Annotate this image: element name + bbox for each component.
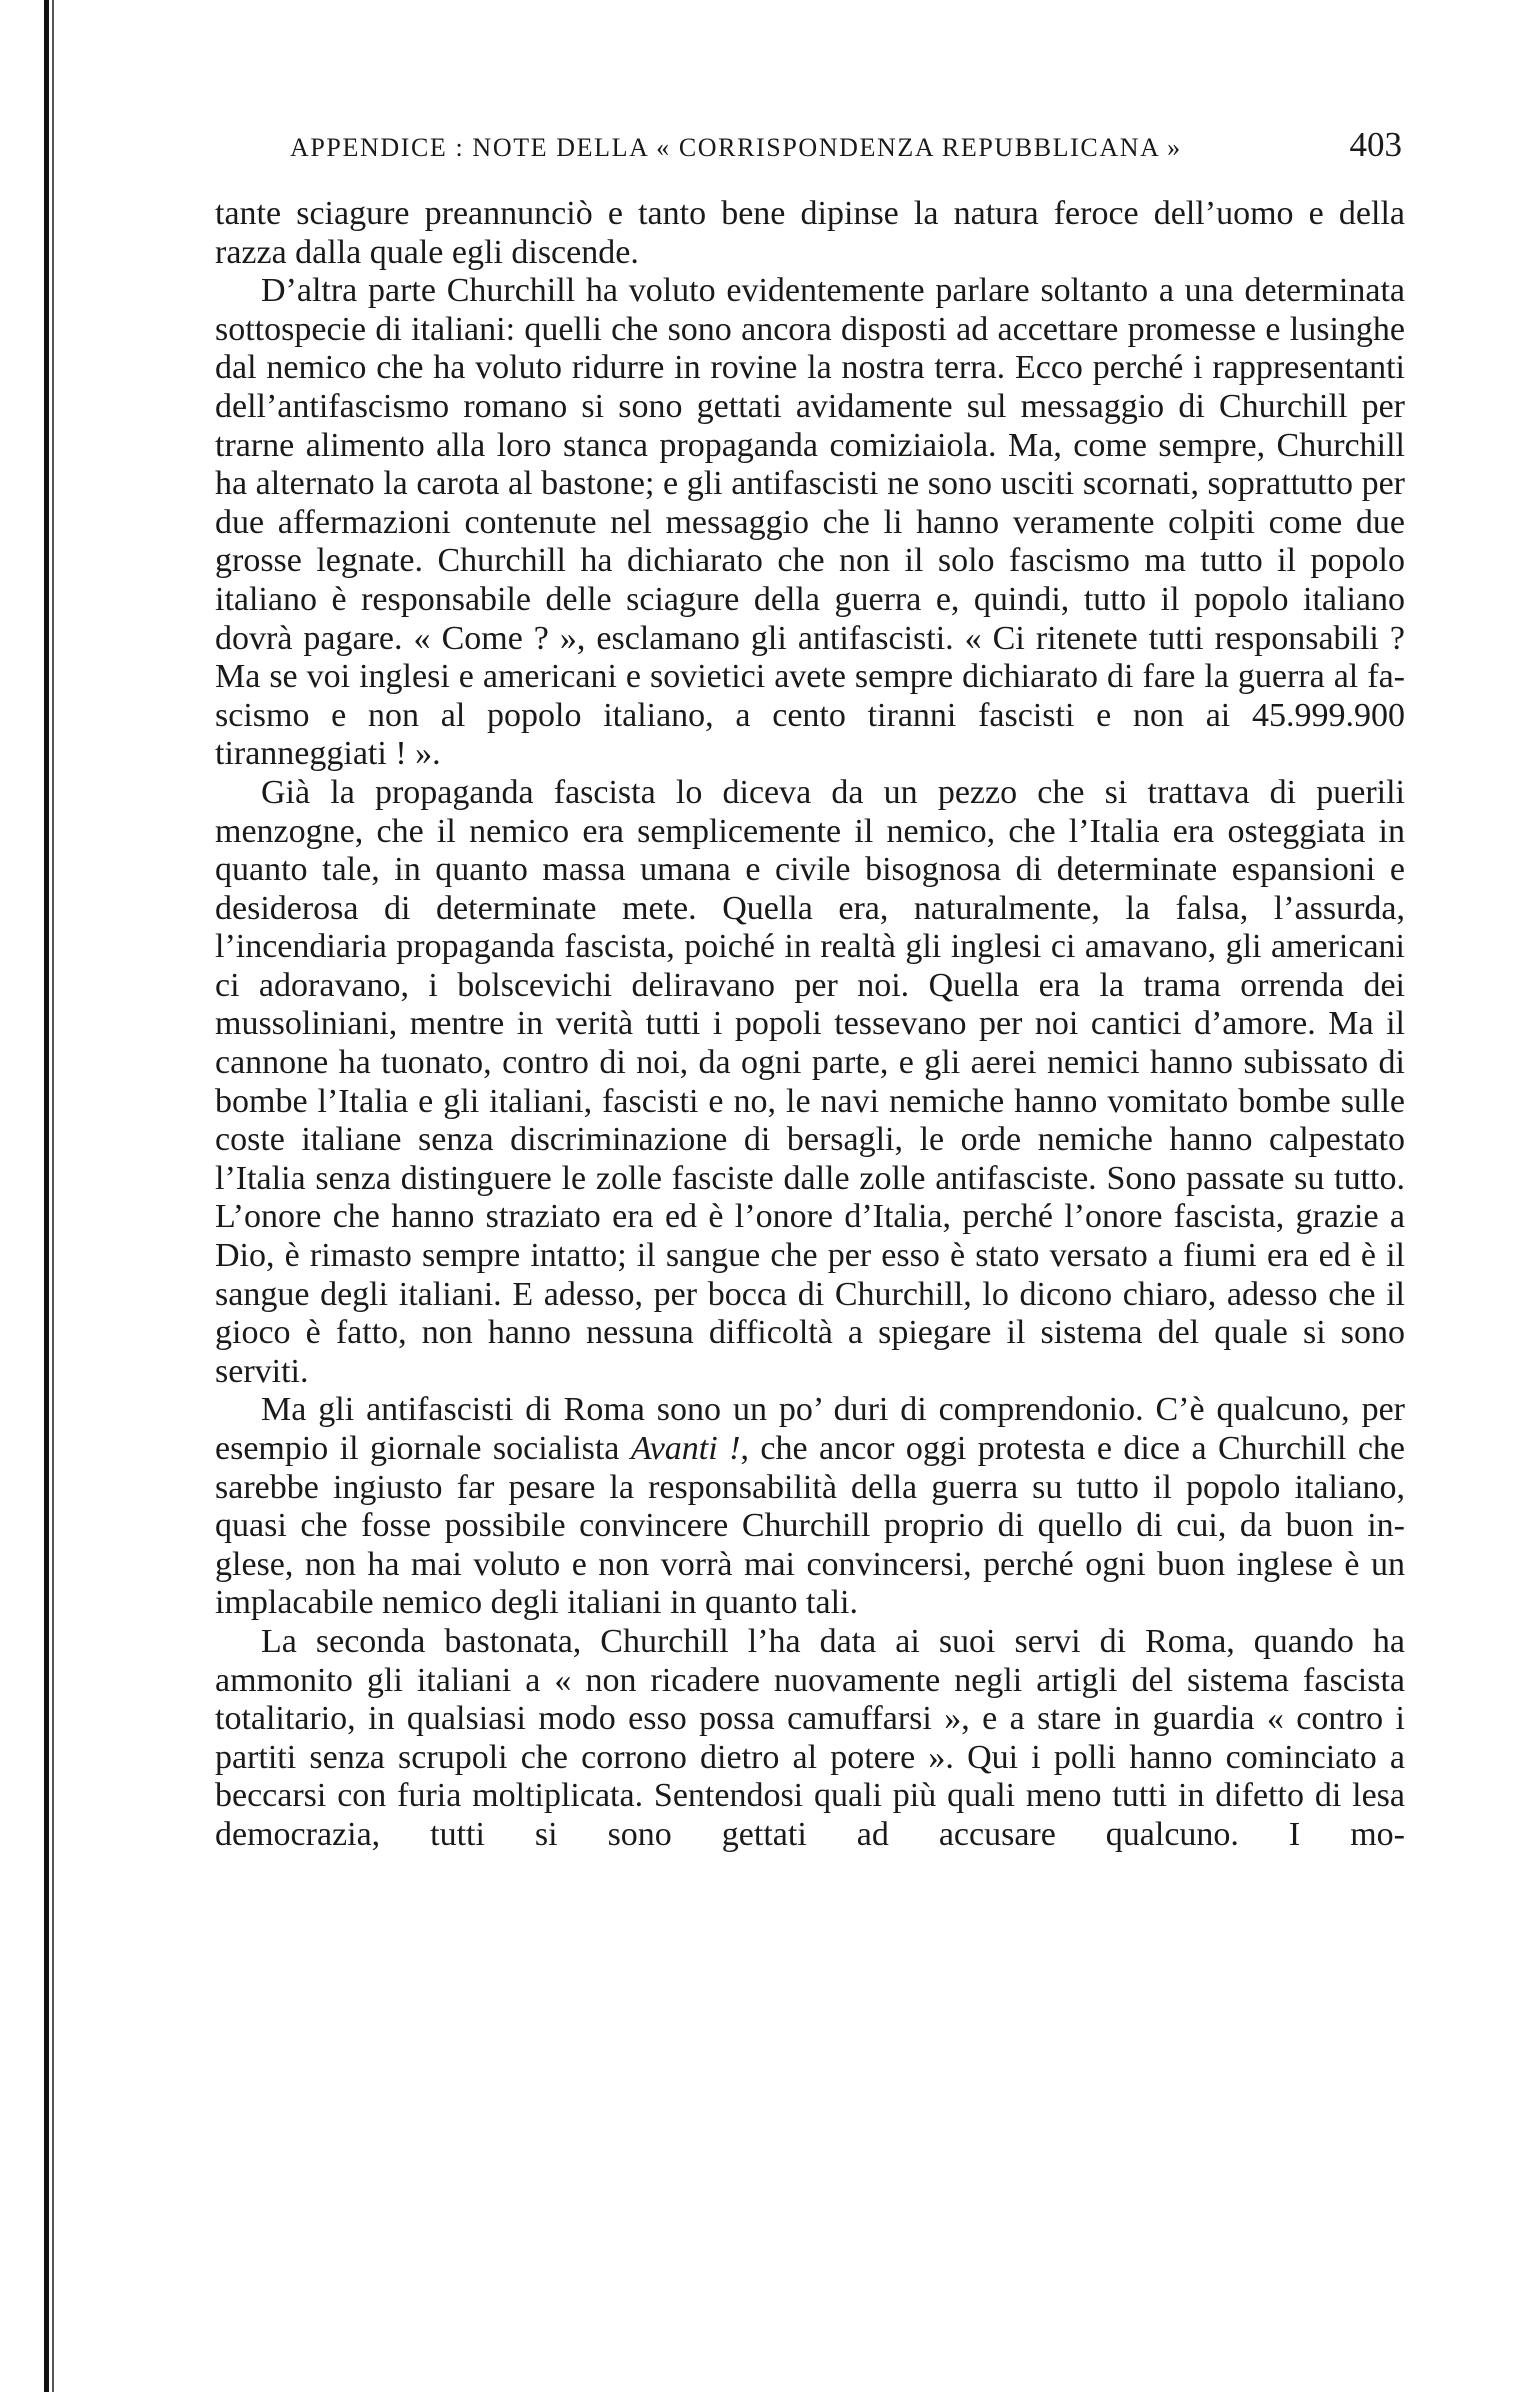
paragraph-1: tante sciagure preannunciò e tanto bene dipinse la natura feroce dell’uomo e della razza dalla quale egli discende.: [215, 195, 1405, 271]
newspaper-title-avanti: Avanti !: [630, 1430, 741, 1467]
paragraph-5: La seconda bastonata, Churchill l’ha data ai suoi servi di Roma, quando ha ammonito gli italiani a « non ricadere nuovamente negli artigli del sistema fascista totalitario, in qualsiasi modo esso possa camuffarsi », e a stare in guardia « contro i partiti senza scrupoli che corrono dietro al potere ». Qui i polli hanno cominciato a beccarsi con furia moltiplicata. Sentendosi quali più quali meno tutti in difetto di lesa democrazia, tutti si sono gettati ad accusare qualcuno. I mo-: [215, 1622, 1405, 1853]
paragraph-4-text-before: Ma gli antifascisti di Roma sono un po’ duri di comprendonio. C’è qualcuno, per esempio il giornale socialista: [215, 1391, 1405, 1467]
page-number: 403: [1349, 125, 1402, 164]
paragraph-4-text-after: , che ancor oggi protesta e dice a Churchill che sarebbe ingiusto far pesare la responsabilità della guerra su tutto il popolo italiano, quasi che fosse possibile convincere Churchill proprio di quello di cui, da buon inglese, non ha mai voluto e non vorrà mai convincersi, perché ogni buon inglese è un implacabile nemico degli italiani in quanto tali.: [215, 1430, 1405, 1622]
page-binding-edge: [44, 0, 49, 2392]
paragraph-2: D’altra parte Churchill ha voluto evidentemente parlare soltanto a una determinata sottospecie di italiani: quelli che sono ancora disposti ad accettare promesse e lusinghe dal nemico che ha voluto ridurre in rovine la nostra terra. Ecco perché i rappresentanti dell’antifascismo romano si sono gettati avidamente sul messaggio di Churchill per trarne alimento alla loro stanca propaganda comiziaiola. Ma, come sempre, Churchill ha alternato la carota al bastone; e gli antifascisti ne sono usciti scornati, soprattutto per due affermazioni contenute nel messaggio che li hanno veramente colpiti come due grosse legnate. Churchill ha dichiarato che non il solo fascismo ma tutto il popolo italiano è responsabile delle sciagure della guerra e, quindi, tutto il popolo italiano dovrà pagare. « Come ? », esclamano gli antifascisti. « Ci ritenete tutti responsabili ? Ma se voi inglesi e americani e sovietici avete sempre dichiarato di fare la guerra al fascismo e non al popolo italiano, a cento tiranni fascisti e non ai 45.999.900 tiranneggiati ! ».: [215, 272, 1405, 773]
paragraph-4: [215, 1391, 1405, 1623]
page-header: [290, 125, 1402, 175]
paragraph-3: Già la propaganda fascista lo diceva da un pezzo che si trattava di puerili menzogne, che il nemico era semplicemente il nemico, che l’Italia era osteggiata in quanto tale, in quanto massa umana e civile bisognosa di determinate espansioni e desiderosa di determinate mete. Quella era, naturalmente, la falsa, l’assurda, l’incendiaria propaganda fascista, poiché in realtà gli inglesi ci amavano, gli americani ci adoravano, i bolscevichi deliravano per noi. Quella era la trama orrenda dei mussoliniani, mentre in verità tutti i popoli tessevano per noi cantici d’amore. Ma il cannone ha tuonato, contro di noi, da ogni parte, e gli aerei nemici hanno subissato di bombe l’Italia e gli italiani, fascisti e no, le navi nemiche hanno vomitato bombe sulle coste italiane senza discriminazione di bersagli, le orde nemiche hanno calpestato l’Italia senza distinguere le zolle fasciste dalle zolle antifasciste. Sono passate su tutto. L’onore che hanno straziato era ed è l’onore d’Italia, perché l’onore fascista, grazie a Dio, è rimasto sempre intatto; il sangue che per esso è stato versato a fiumi era ed è il sangue degli italiani. E adesso, per bocca di Churchill, lo dicono chiaro, adesso che il gioco è fatto, non hanno nessuna difficoltà a spiegare il sistema del quale si sono serviti.: [215, 773, 1405, 1390]
page-binding-shadow: [52, 0, 54, 2392]
running-head: APPENDICE : NOTE DELLA « CORRISPONDENZA REPUBBLICANA »: [290, 133, 1182, 162]
body-text: [215, 195, 1405, 1855]
